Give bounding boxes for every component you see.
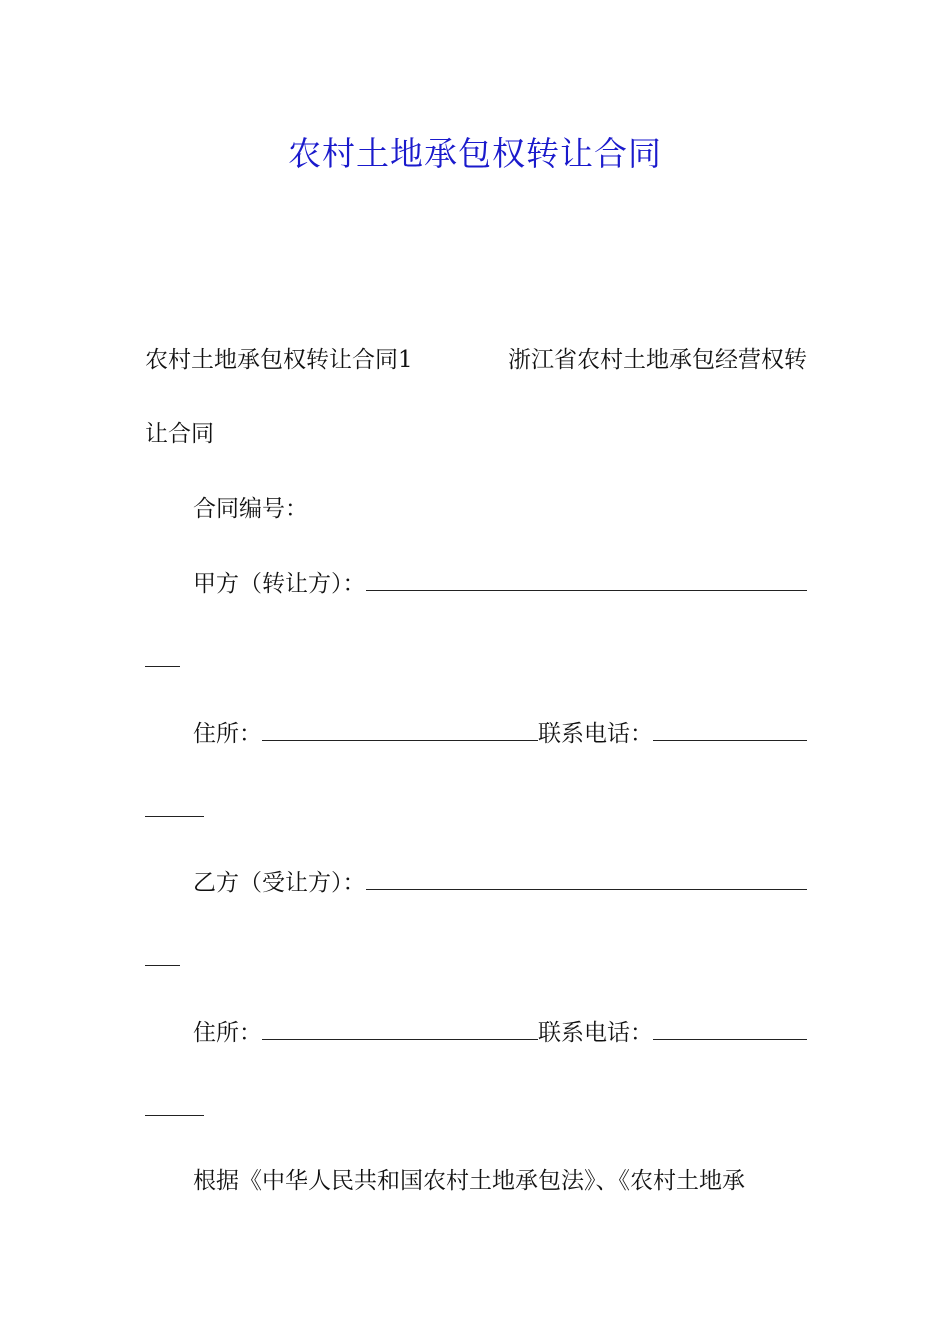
party-b-address-label: 住所： (193, 1020, 262, 1046)
basis-text: 根据《中华人民共和国农村土地承包法》、《农村土地承 (193, 1168, 745, 1194)
party-b-line (193, 865, 807, 899)
party-b-phone-label: 联系电话： (538, 1020, 653, 1046)
party-b-blank-continuation (145, 965, 180, 966)
contract-number-line (193, 492, 807, 526)
party-b-phone-blank-continuation (145, 1115, 204, 1116)
party-b-blank[interactable] (366, 865, 808, 890)
party-a-phone-blank[interactable] (653, 716, 807, 741)
party-b-phone-blank[interactable] (653, 1015, 807, 1040)
party-b-label: 乙方（受让方）： (193, 870, 366, 896)
party-a-phone-blank-continuation (145, 816, 204, 817)
party-b-address-blank[interactable] (262, 1015, 538, 1040)
party-a-label: 甲方（转让方）： (193, 571, 366, 597)
heading-left: 农村土地承包权转让合同1 (145, 347, 413, 373)
party-a-address-blank[interactable] (262, 716, 538, 741)
party-a-line (193, 566, 807, 600)
party-a-blank[interactable] (366, 566, 808, 591)
contract-number-label: 合同编号： (193, 496, 308, 522)
party-a-blank-continuation (145, 666, 180, 667)
party-a-address-line (193, 716, 807, 750)
heading-right: 浙江省农村土地承包经营权转 (508, 347, 807, 373)
heading-continuation (145, 417, 807, 451)
basis-paragraph (193, 1164, 807, 1198)
party-b-address-line (193, 1015, 807, 1049)
heading-line (145, 343, 807, 377)
party-a-address-label: 住所： (193, 721, 262, 747)
party-a-phone-label: 联系电话： (538, 721, 653, 747)
heading-cont-text: 让合同 (145, 421, 214, 447)
document-title: 农村土地承包权转让合同 (288, 134, 662, 173)
